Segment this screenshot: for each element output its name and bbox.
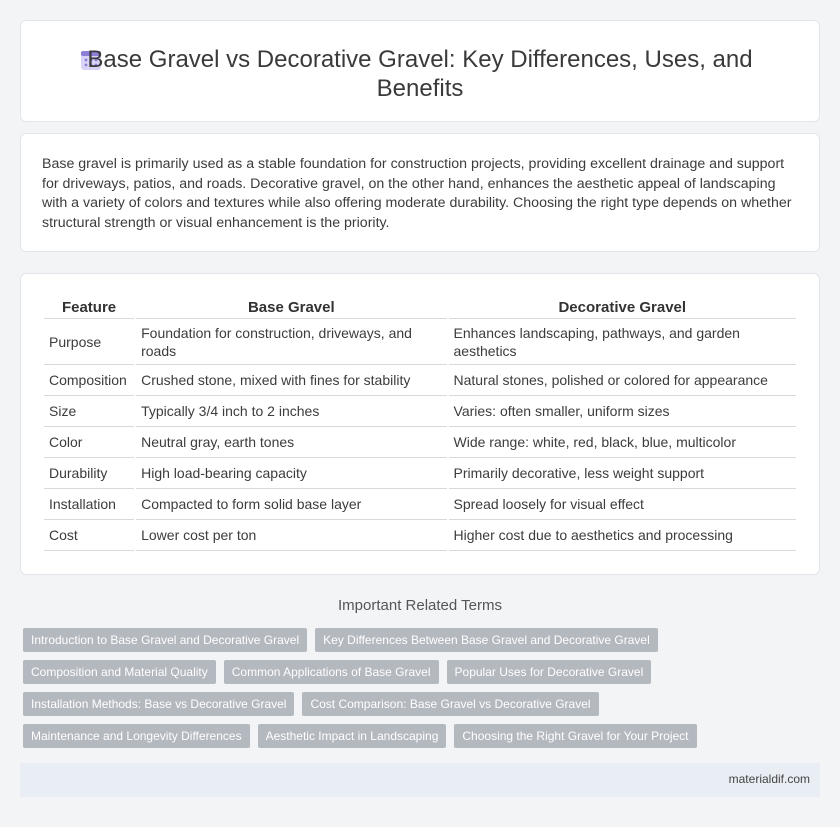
comparison-table-card [20,273,820,575]
row-feature: Cost [44,520,134,551]
related-term-tag[interactable]: Maintenance and Longevity Differences [23,724,250,748]
row-decorative-value: Spread loosely for visual effect [449,489,796,520]
row-decorative-value: Primarily decorative, less weight support [449,458,796,489]
related-terms-tags [23,628,823,756]
related-term-tag[interactable]: Common Applications of Base Gravel [224,660,439,684]
table-row [44,458,796,489]
row-feature: Size [44,396,134,427]
row-base-value: Compacted to form solid base layer [136,489,446,520]
related-term-tag[interactable]: Key Differences Between Base Gravel and Decorative Gravel [315,628,658,652]
header-decorative-gravel: Decorative Gravel [449,297,796,319]
table-header-row [44,297,796,319]
row-decorative-value: Enhances landscaping, pathways, and garden aesthetics [449,319,796,365]
related-term-tag[interactable]: Installation Methods: Base vs Decorative Gravel [23,692,294,716]
header-base-gravel: Base Gravel [136,297,446,319]
related-term-tag[interactable]: Choosing the Right Gravel for Your Project [454,724,696,748]
title-card [20,20,820,122]
page-title: Base Gravel vs Decorative Gravel: Key Differences, Uses, and Benefits [87,46,753,102]
table-row [44,396,796,427]
row-feature: Composition [44,365,134,396]
related-term-tag[interactable]: Aesthetic Impact in Landscaping [258,724,447,748]
intro-card [20,133,820,252]
row-decorative-value: Varies: often smaller, uniform sizes [449,396,796,427]
row-base-value: Foundation for construction, driveways, and roads [136,319,446,365]
comparison-table [42,297,798,551]
table-row [44,489,796,520]
row-base-value: Neutral gray, earth tones [136,427,446,458]
table-row [44,520,796,551]
related-term-tag[interactable]: Introduction to Base Gravel and Decorative Gravel [23,628,307,652]
footer-site-link[interactable]: materialdif.com [728,772,810,786]
row-base-value: Crushed stone, mixed with fines for stability [136,365,446,396]
row-feature: Installation [44,489,134,520]
related-term-tag[interactable]: Composition and Material Quality [23,660,216,684]
row-base-value: Lower cost per ton [136,520,446,551]
row-feature: Purpose [44,319,134,365]
header-feature: Feature [44,297,134,319]
table-row [44,427,796,458]
row-feature: Durability [44,458,134,489]
intro-paragraph: Base gravel is primarily used as a stable foundation for construction projects, providing excellent drainage and support for driveways, patios, and roads. Decorative gravel, on the other hand, enhances the aesthetic appeal of landscaping with a variety of colors and textures while also offering moderate durability. Choosing the right type depends on whether structural strength or visual enhancement is the priority. [42,156,792,231]
related-term-tag[interactable]: Popular Uses for Decorative Gravel [447,660,652,684]
table-row [44,319,796,365]
table-row [44,365,796,396]
row-decorative-value: Wide range: white, red, black, blue, multicolor [449,427,796,458]
related-terms-heading: Important Related Terms [338,597,502,614]
related-term-tag[interactable]: Cost Comparison: Base Gravel vs Decorative Gravel [302,692,598,716]
row-feature: Color [44,427,134,458]
row-decorative-value: Higher cost due to aesthetics and processing [449,520,796,551]
row-decorative-value: Natural stones, polished or colored for appearance [449,365,796,396]
row-base-value: High load-bearing capacity [136,458,446,489]
footer [20,763,820,797]
row-base-value: Typically 3/4 inch to 2 inches [136,396,446,427]
